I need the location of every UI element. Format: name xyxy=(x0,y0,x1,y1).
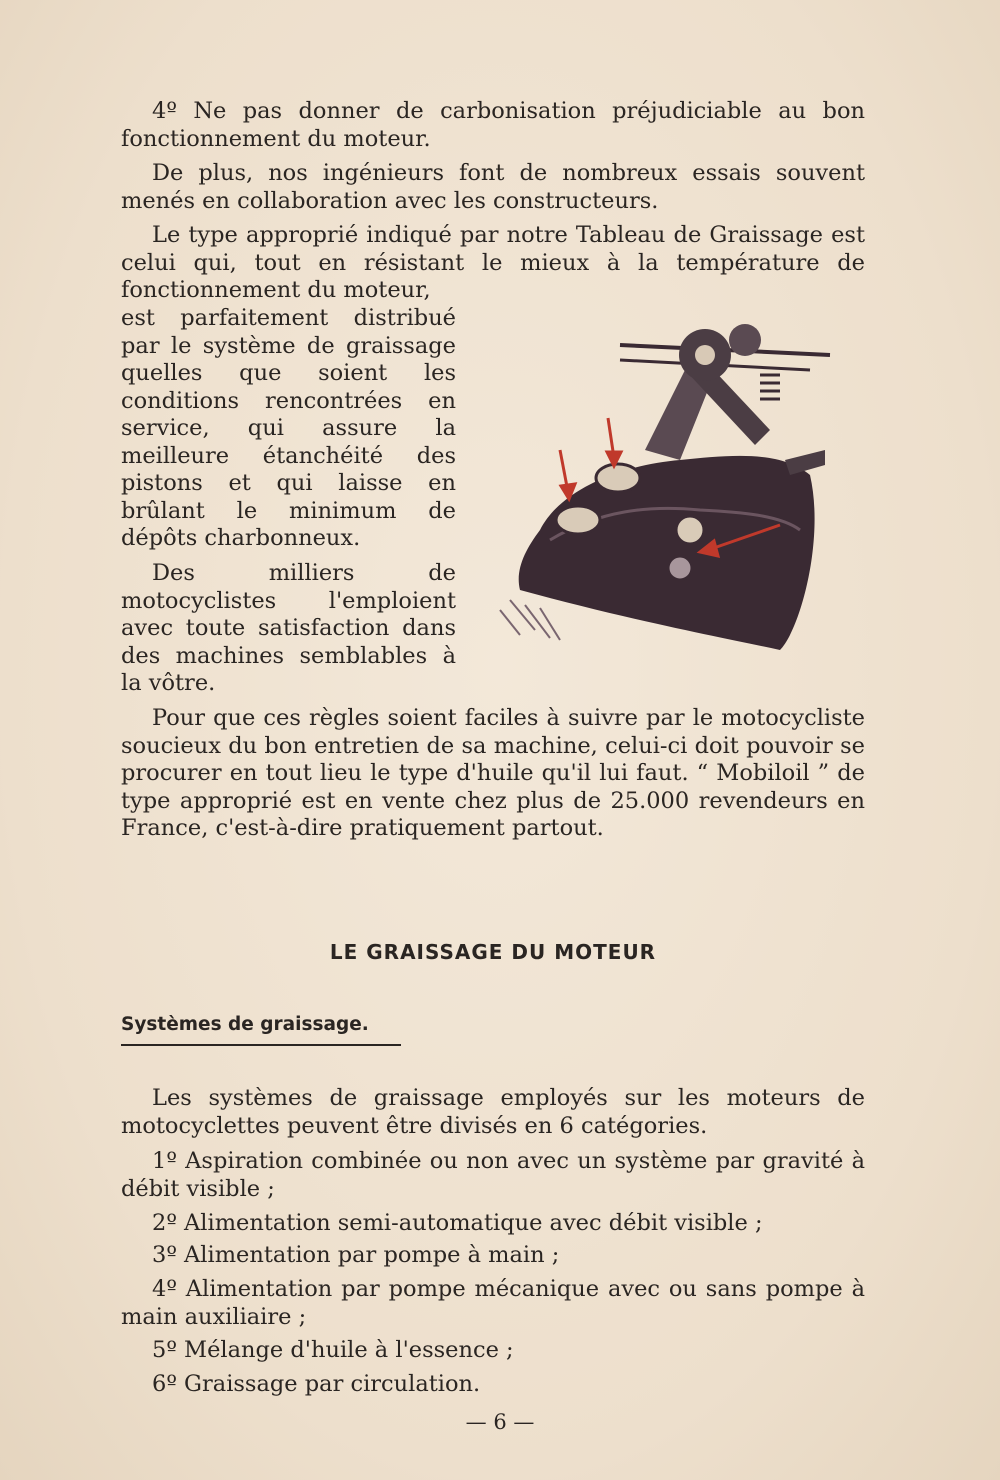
list-item: 5º Mélange d'huile à l'essence ; xyxy=(152,1337,514,1363)
subheading-underline xyxy=(121,1044,401,1046)
paragraph-distribue: est parfaitement distribué par le système de graissage quelles que soient les conditions rencontrées en service, qui assure la meilleure étanchéité des pistons et qui laisse en brûlant le minimum de dépôts charbonneux. xyxy=(121,305,456,551)
list-item: 6º Graissage par circulation. xyxy=(152,1371,481,1397)
subheading-systemes: Systèmes de graissage. xyxy=(121,1014,369,1035)
paragraph-type-approprie: Le type approprié indiqué par notre Tableau de Graissage est celui qui, tout en résistant le mieux à la température de fonctionnement du moteur, xyxy=(121,222,865,303)
list-item: 4º Alimentation par pompe mécanique avec ou sans pompe à main auxiliaire ; xyxy=(121,1276,865,1330)
section-heading: LE GRAISSAGE DU MOTEUR xyxy=(329,940,657,964)
list-item: 3º Alimentation par pompe à main ; xyxy=(152,1242,560,1268)
list-item: 1º Aspiration combinée ou non avec un système par gravité à débit visible ; xyxy=(121,1148,865,1202)
paragraph-ingenieurs: De plus, nos ingénieurs font de nombreux essais souvent menés en collaboration avec les constructeurs. xyxy=(121,160,865,214)
engine-illustration xyxy=(480,300,840,670)
paragraph-motocyclistes: Des milliers de motocyclistes l'emploient avec toute satisfaction dans des machines semblables à la vôtre. xyxy=(121,560,456,696)
paragraph-regles: Pour que ces règles soient faciles à suivre par le motocycliste soucieux du bon entretien de sa machine, celui-ci doit pouvoir se procurer en tout lieu le type d'huile qu'il lui faut. “ Mobiloil ” de type approprié est en vente chez plus de 25.000 revendeurs en France, c'est-à-dire pratiquement partout. xyxy=(121,705,865,841)
paragraph-intro-systemes: Les systèmes de graissage employés sur les moteurs de motocyclettes peuvent être divisés en 6 catégories. xyxy=(121,1085,865,1139)
page-number: — 6 — xyxy=(465,1410,535,1434)
list-item: 2º Alimentation semi-automatique avec débit visible ; xyxy=(152,1210,763,1236)
paragraph-4: 4º Ne pas donner de carbonisation préjudiciable au bon fonctionnement du moteur. xyxy=(121,98,865,152)
